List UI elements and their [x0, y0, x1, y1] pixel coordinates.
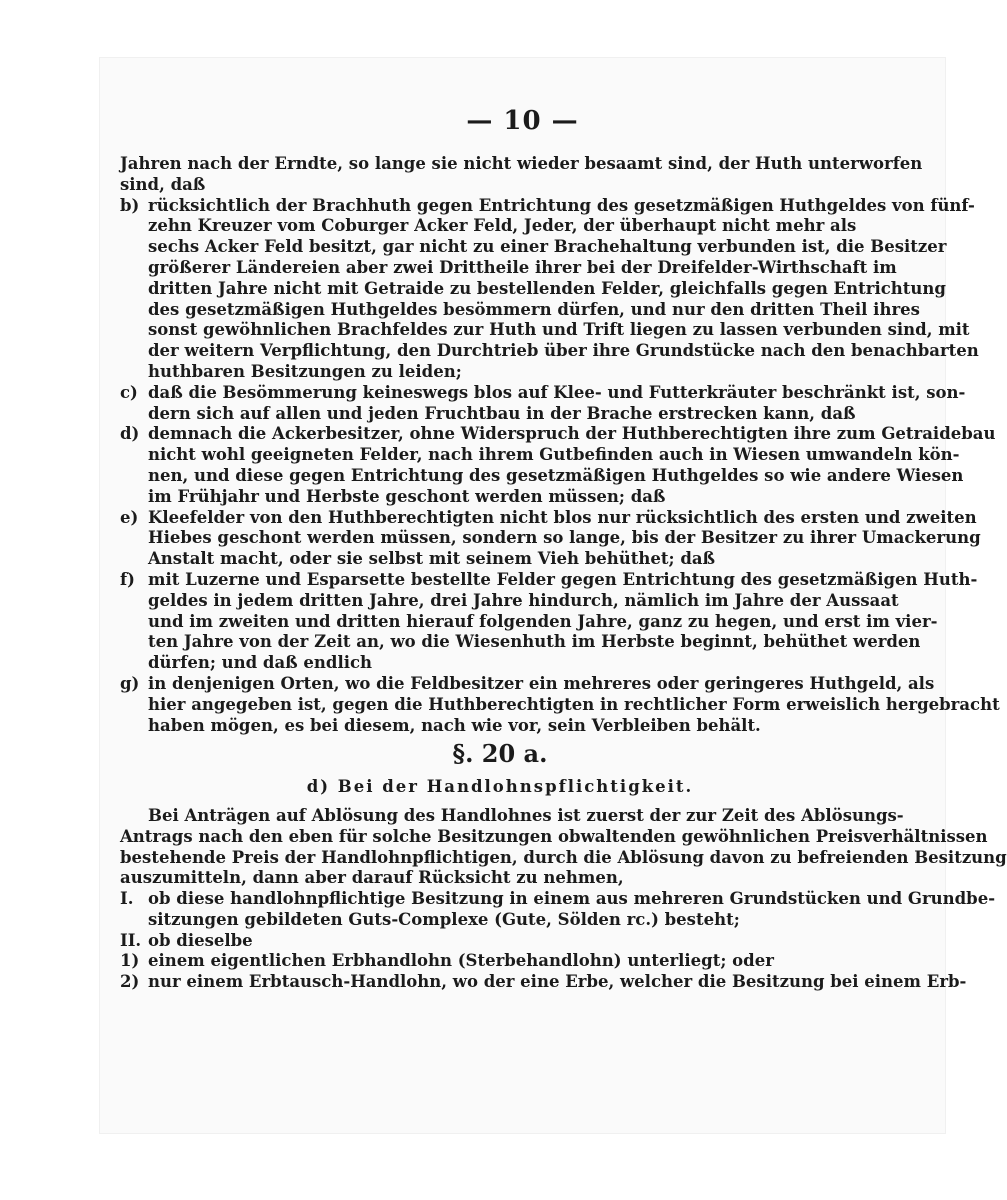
text-line: demnach die Ackerbesitzer, ohne Widerspruch der Huthberechtigten ihre zum Getraidebau	[148, 424, 996, 444]
item-body	[148, 951, 880, 972]
text-line: ob diese handlohnpflichtige Besitzung in einem aus mehreren Grundstücken und Grundbe-	[148, 889, 996, 909]
item-body	[148, 508, 981, 570]
text-line: Jahren nach der Erndte, so lange sie nicht wieder besaamt sind, der Huth unterworfen	[120, 154, 923, 173]
list-item-g	[120, 673, 1000, 736]
list-item-f	[120, 569, 978, 674]
text-line: einem eigentlichen Erbhandlohn (Sterbehandlohn) unterliegt; oder	[148, 951, 774, 971]
list-item-d	[120, 424, 996, 507]
item-body	[148, 570, 977, 674]
text-line: Antrags nach den eben für solche Besitzungen obwaltenden gewöhnlichen Preisverhältnissen	[120, 826, 988, 846]
item-body	[148, 972, 966, 993]
item-label: II.	[120, 930, 142, 950]
page-text	[120, 154, 1007, 993]
item-body	[148, 674, 1000, 736]
item-label: f)	[120, 569, 135, 589]
text-line: rücksichtlich der Brachhuth gegen Entrichtung des gesetzmäßigen Huthgeldes von fünf-	[148, 195, 975, 215]
text-line: daß die Besömmerung keineswegs blos auf Klee- und Futterkräuter beschränkt ist, son-	[148, 382, 966, 402]
sub-heading: d) Bei der Handlohnspflichtigkeit.	[306, 777, 694, 797]
list-item-II	[120, 931, 880, 952]
list-item-I	[120, 889, 996, 931]
item-label: d)	[120, 424, 140, 444]
text-line: und im zweiten und dritten hierauf folgenden Jahre, ganz zu hegen, und erst im vier-	[148, 611, 938, 631]
text-line: sitzungen gebildeten Guts-Complexe (Gute, Sölden rc.) besteht;	[148, 909, 740, 929]
book-page	[100, 58, 1007, 1133]
text-line: ob dieselbe	[148, 930, 253, 950]
page-number: — 10 —	[466, 106, 579, 136]
list-item-c	[120, 382, 966, 425]
text-line: zehn Kreuzer vom Coburger Acker Feld, Jeder, der überhaupt nicht mehr als	[148, 216, 857, 236]
text-line: in denjenigen Orten, wo die Feldbesitzer ein mehreres oder geringeres Huthgeld, als	[148, 673, 935, 693]
item-label: b)	[120, 195, 140, 215]
text-line: der weitern Verpflichtung, den Durchtrieb über ihre Grundstücke nach den benachbarten	[148, 341, 979, 361]
list-item-2	[120, 972, 967, 993]
item-label: c)	[120, 382, 138, 402]
text-line: dritten Jahre nicht mit Getraide zu bestellenden Felder, gleichfalls gegen Entrichtung	[148, 278, 946, 298]
item-body	[148, 196, 979, 383]
item-label: 1)	[120, 951, 140, 971]
item-label: g)	[120, 673, 140, 693]
text-line: dern sich auf allen und jeden Fruchtbau in der Brache erstrecken kann, daß	[148, 403, 856, 423]
text-line: nicht wohl geeigneten Felder, nach ihrem Gutbefinden auch in Wiesen umwandeln kön-	[148, 445, 960, 465]
list-item-e	[120, 507, 981, 570]
text-line: Bei Anträgen auf Ablösung des Handlohnes ist zuerst der zur Zeit des Ablösungs-	[148, 805, 904, 825]
text-line: Hiebes geschont werden müssen, sondern so lange, bis der Besitzer zu ihrer Umackerung	[148, 528, 981, 548]
text-line: nur einem Erbtausch-Handlohn, wo der eine Erbe, welcher die Besitzung bei einem Erb-	[148, 972, 967, 992]
text-line: geldes in jedem dritten Jahre, drei Jahre hindurch, nämlich im Jahre der Aussaat	[148, 590, 899, 610]
text-line: ten Jahre von der Zeit an, wo die Wiesenhuth im Herbste beginnt, behüthet werden	[148, 632, 921, 652]
body-paragraph	[120, 805, 1007, 889]
item-body	[148, 931, 880, 952]
text-line: auszumitteln, dann aber darauf Rücksicht zu nehmen,	[120, 868, 624, 888]
text-line: dürfen; und daß endlich	[148, 653, 373, 673]
section-heading: §. 20 a.	[452, 739, 548, 769]
text-line: im Frühjahr und Herbste geschont werden müssen; daß	[148, 486, 666, 506]
text-line: sonst gewöhnlichen Brachfeldes zur Huth und Trift liegen zu lassen verbunden sind, mit	[148, 320, 970, 340]
list-item-b	[120, 195, 979, 383]
text-line: mit Luzerne und Esparsette bestellte Felder gegen Entrichtung des gesetzmäßigen Huth-	[148, 569, 978, 589]
text-line: nen, und diese gegen Entrichtung des gesetzmäßigen Huthgeldes so wie andere Wiesen	[148, 465, 964, 485]
text-line: huthbaren Besitzungen zu leiden;	[148, 361, 462, 381]
text-line: Kleefelder von den Huthberechtigten nicht blos nur rücksichtlich des ersten und zweiten	[148, 507, 977, 527]
text-line: hier angegeben ist, gegen die Huthberechtigten in rechtlicher Form erweislich hergebracht	[148, 694, 1000, 714]
text-line: bestehende Preis der Handlohnpflichtigen, durch die Ablösung davon zu befreienden Besitzung	[120, 847, 1007, 867]
list-item-1	[120, 951, 880, 972]
item-label: 2)	[120, 972, 140, 992]
text-line: des gesetzmäßigen Huthgeldes besömmern dürfen, und nur den dritten Theil ihres	[148, 299, 920, 319]
text-line: Anstalt macht, oder sie selbst mit seinem Vieh behüthet; daß	[148, 549, 716, 569]
item-body	[148, 889, 995, 931]
item-label: e)	[120, 507, 139, 527]
intro-paragraph	[120, 154, 923, 196]
text-line: sind, daß	[120, 174, 206, 194]
text-line: sechs Acker Feld besitzt, gar nicht zu einer Brachehaltung verbunden ist, die Besitzer	[148, 237, 947, 257]
item-label: I.	[120, 889, 134, 909]
text-line: haben mögen, es bei diesem, nach wie vor, sein Verbleiben behält.	[148, 715, 761, 735]
item-body	[148, 424, 995, 507]
item-body	[148, 383, 965, 425]
text-line: größerer Ländereien aber zwei Drittheile ihrer bei der Dreifelder-Wirthschaft im	[148, 257, 897, 277]
